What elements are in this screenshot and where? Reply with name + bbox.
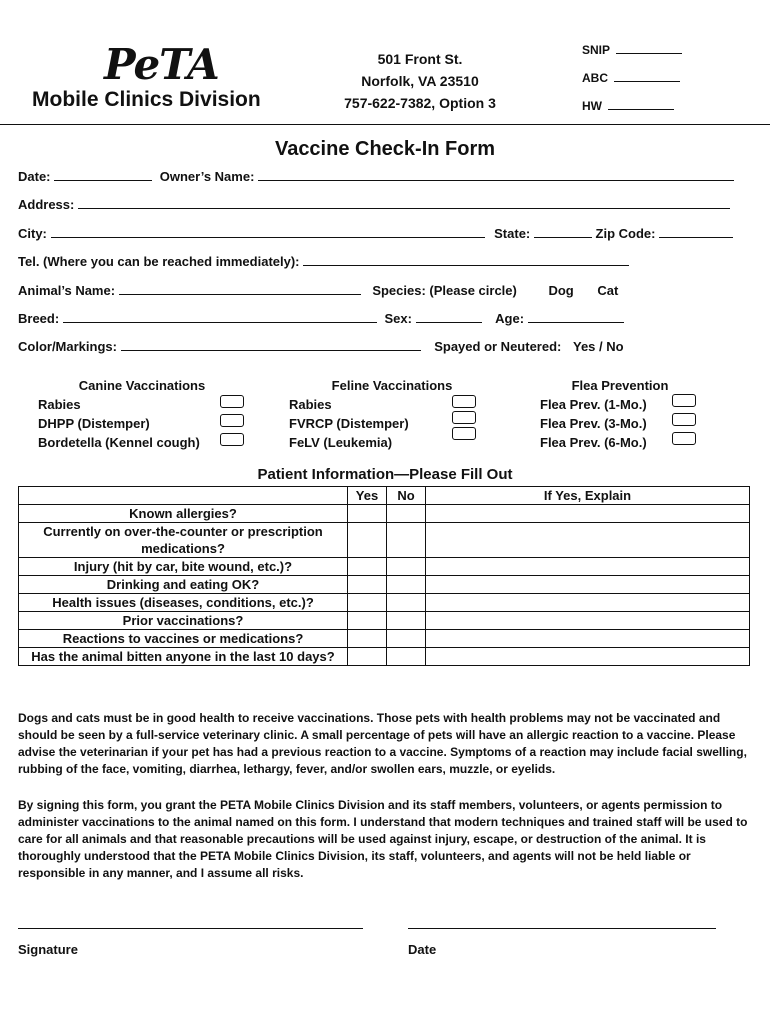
- code-snip-label: SNIP: [582, 43, 611, 57]
- flea-item: Flea Prev. (6-Mo.): [540, 435, 647, 450]
- age-label: Age:: [495, 311, 525, 326]
- health-notice-paragraph: Dogs and cats must be in good health to receive vaccinations. Those pets with health problems may not be vaccinated and should be seen by a full-service veterinary clinic. A small percentage of pets will have an allergic reaction to a vaccine. Please advise the veterinarian if your pet has had a previous reaction to a vaccine. Symptoms of a reaction may include facial swelling, rubbing of the face, vomiting, diarrhea, lethargy, fever, and/or swollen ears, muzzle, or eyelids.: [18, 711, 747, 776]
- table-row: [19, 505, 750, 523]
- no-cell[interactable]: [387, 576, 426, 594]
- zip-label: Zip Code:: [595, 226, 656, 241]
- form-title: Vaccine Check-In Form: [274, 138, 496, 160]
- spayed-label: Spayed or Neutered:: [434, 339, 562, 354]
- yes-cell[interactable]: [348, 594, 387, 612]
- species-cat-option[interactable]: Cat: [597, 283, 619, 298]
- explain-cell[interactable]: [426, 523, 750, 558]
- no-cell[interactable]: [387, 505, 426, 523]
- tel-field[interactable]: [303, 251, 629, 266]
- row-tel: [18, 251, 629, 269]
- question-cell: Currently on over-the-counter or prescription medications?: [19, 523, 348, 558]
- peta-logo: PeTA: [104, 40, 219, 89]
- city-field[interactable]: [51, 223, 485, 238]
- owner-label: Owner’s Name:: [159, 169, 255, 184]
- table-row: [19, 630, 750, 648]
- explain-cell[interactable]: [426, 630, 750, 648]
- question-cell: Known allergies?: [19, 505, 348, 523]
- date-label-bottom: Date: [408, 942, 437, 957]
- table-row: [19, 612, 750, 630]
- color-label: Color/Markings:: [18, 339, 117, 354]
- address-label: Address:: [18, 197, 75, 212]
- question-cell: Prior vaccinations?: [19, 612, 348, 630]
- table-row: [19, 594, 750, 612]
- canine-rabies-checkbox[interactable]: [220, 395, 244, 408]
- tel-label: Tel. (Where you can be reached immediately):: [18, 254, 300, 269]
- yes-cell[interactable]: [348, 630, 387, 648]
- feline-item: Rabies: [289, 397, 332, 412]
- state-field[interactable]: [534, 223, 592, 238]
- address-street: 501 Front St.: [377, 51, 463, 67]
- explain-cell[interactable]: [426, 648, 750, 666]
- question-cell: Reactions to vaccines or medications?: [19, 630, 348, 648]
- row-breed: [18, 308, 624, 326]
- column-header: No: [387, 487, 426, 505]
- code-snip-field[interactable]: [616, 42, 682, 54]
- explain-cell[interactable]: [426, 594, 750, 612]
- column-header: If Yes, Explain: [426, 487, 750, 505]
- no-cell[interactable]: [387, 594, 426, 612]
- canine-item: DHPP (Distemper): [38, 416, 150, 431]
- row-color: [18, 336, 624, 354]
- question-cell: Drinking and eating OK?: [19, 576, 348, 594]
- canine-bordetella-checkbox[interactable]: [220, 433, 244, 446]
- breed-field[interactable]: [63, 308, 377, 323]
- row-animal: [18, 280, 618, 298]
- division-name: Mobile Clinics Division: [32, 88, 261, 111]
- explain-cell[interactable]: [426, 576, 750, 594]
- row-address: [18, 194, 730, 212]
- yes-cell[interactable]: [348, 576, 387, 594]
- feline-fvrcp-checkbox[interactable]: [452, 411, 476, 424]
- address-field[interactable]: [78, 194, 730, 209]
- flea-list: [540, 395, 647, 452]
- office-codes: [582, 36, 682, 120]
- sex-label: Sex:: [384, 311, 412, 326]
- feline-item: FeLV (Leukemia): [289, 435, 393, 450]
- species-dog-option[interactable]: Dog: [548, 283, 574, 298]
- row-city: [18, 223, 733, 241]
- feline-heading: Feline Vaccinations: [331, 378, 453, 393]
- flea-heading: Flea Prevention: [571, 378, 669, 393]
- color-field[interactable]: [121, 336, 421, 351]
- species-label: Species: (Please circle): [372, 283, 517, 298]
- code-abc-label: ABC: [582, 71, 608, 85]
- flea-1mo-checkbox[interactable]: [672, 394, 696, 407]
- column-header: Yes: [348, 487, 387, 505]
- flea-item: Flea Prev. (3-Mo.): [540, 416, 647, 431]
- age-field[interactable]: [528, 308, 624, 323]
- yes-cell[interactable]: [348, 558, 387, 576]
- code-hw-field[interactable]: [608, 98, 674, 110]
- yes-cell[interactable]: [348, 505, 387, 523]
- breed-label: Breed:: [18, 311, 60, 326]
- address-phone: 757-622-7382, Option 3: [344, 95, 496, 111]
- code-abc-field[interactable]: [614, 70, 680, 82]
- clinic-address: [320, 48, 520, 114]
- no-cell[interactable]: [387, 630, 426, 648]
- address-city: Norfolk, VA 23510: [361, 73, 479, 89]
- feline-item: FVRCP (Distemper): [289, 416, 409, 431]
- spayed-yesno[interactable]: Yes / No: [573, 339, 624, 354]
- code-hw-label: HW: [582, 99, 602, 113]
- animal-name-label: Animal’s Name:: [18, 283, 116, 298]
- header-divider: [0, 124, 770, 125]
- date-field[interactable]: [54, 166, 152, 181]
- sex-field[interactable]: [416, 308, 482, 323]
- table-header-row: [19, 487, 750, 505]
- canine-item: Rabies: [38, 397, 81, 412]
- patient-info-heading: Patient Information—Please Fill Out: [257, 466, 513, 483]
- explain-cell[interactable]: [426, 558, 750, 576]
- feline-rabies-checkbox[interactable]: [452, 395, 476, 408]
- flea-item: Flea Prev. (1-Mo.): [540, 397, 647, 412]
- feline-list: [289, 395, 409, 452]
- question-cell: Has the animal bitten anyone in the last 10 days?: [19, 648, 348, 666]
- zip-field[interactable]: [659, 223, 733, 238]
- date-label: Date:: [18, 169, 51, 184]
- question-cell: Health issues (diseases, conditions, etc.)?: [19, 594, 348, 612]
- explain-cell[interactable]: [426, 612, 750, 630]
- signature-label: Signature: [18, 942, 78, 957]
- no-cell[interactable]: [387, 523, 426, 558]
- consent-paragraph: By signing this form, you grant the PETA Mobile Clinics Division and its staff members, volunteers, or agents permission to administer vaccinations to the animal named on this form. I understand that modern techniques and trained staff will be used to care for all animals and that reasonable precautions will be used against injury, escape, or destruction of the animal. It is thoroughly understood that the PETA Mobile Clinics Division, its staff, volunteers, and agents will not be held liable or responsible in any manner, and I assume all risks.: [18, 798, 748, 880]
- city-label: City:: [18, 226, 47, 241]
- no-cell[interactable]: [387, 612, 426, 630]
- patient-info-table: [18, 486, 750, 666]
- signature-line[interactable]: [18, 928, 363, 929]
- owner-name-field[interactable]: [258, 166, 734, 181]
- table-row: [19, 523, 750, 558]
- no-cell[interactable]: [387, 558, 426, 576]
- yes-cell[interactable]: [348, 523, 387, 558]
- date-signature-line[interactable]: [408, 928, 716, 929]
- table-row: [19, 558, 750, 576]
- feline-felv-checkbox[interactable]: [452, 427, 476, 440]
- no-cell[interactable]: [387, 648, 426, 666]
- flea-3mo-checkbox[interactable]: [672, 413, 696, 426]
- table-row: [19, 648, 750, 666]
- question-cell: Injury (hit by car, bite wound, etc.)?: [19, 558, 348, 576]
- canine-dhpp-checkbox[interactable]: [220, 414, 244, 427]
- flea-6mo-checkbox[interactable]: [672, 432, 696, 445]
- yes-cell[interactable]: [348, 612, 387, 630]
- column-header: [19, 487, 348, 505]
- yes-cell[interactable]: [348, 648, 387, 666]
- animal-name-field[interactable]: [119, 280, 361, 295]
- state-label: State:: [494, 226, 531, 241]
- canine-list: [38, 395, 200, 452]
- canine-item: Bordetella (Kennel cough): [38, 435, 200, 450]
- explain-cell[interactable]: [426, 505, 750, 523]
- row-date-owner: [18, 166, 734, 184]
- table-row: [19, 576, 750, 594]
- canine-heading: Canine Vaccinations: [78, 378, 206, 393]
